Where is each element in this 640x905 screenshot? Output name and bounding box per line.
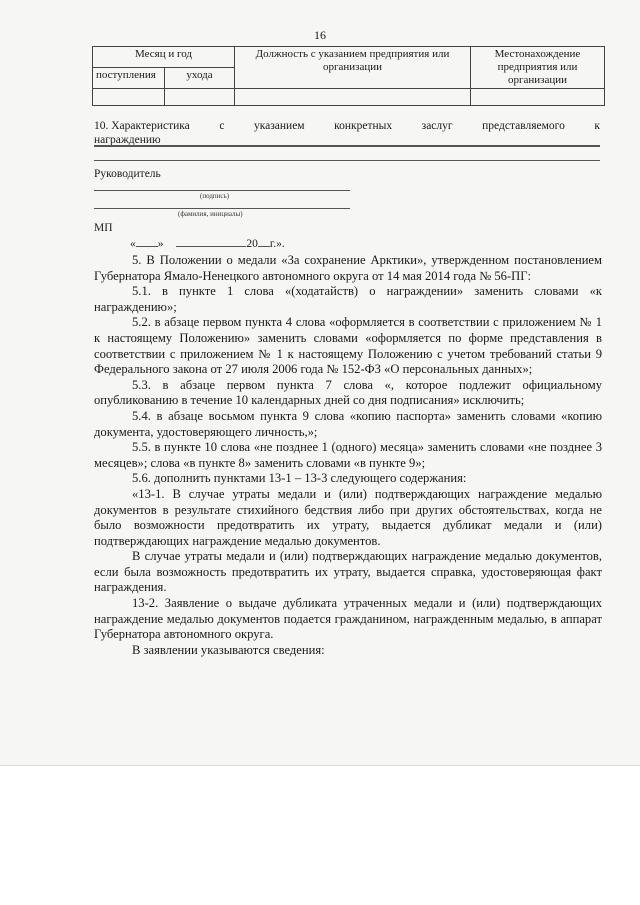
- stamp-label: МП: [94, 222, 113, 234]
- paragraph: 5.1. в пункте 1 слова «(ходатайств) о награждении» заменить словами «к награждению»;: [94, 284, 602, 314]
- paragraph: В случае утраты медали и (или) подтверждающих награждение медалью документов, если была возможность предотвратить их утрату, выдается справка, удостоверяющая факт награждения.: [94, 549, 602, 595]
- table-cell: [93, 89, 165, 106]
- paragraph: 5.3. в абзаце первом пункта 7 слова «, которое подлежит официальному опубликованию в течение 10 календарных дней со дня подписания» исключить;: [94, 377, 602, 408]
- paragraph: 5.6. дополнить пунктами 13-1 – 13-3 следующего содержания:: [132, 471, 467, 486]
- word: представляемого: [482, 120, 565, 132]
- header-location: Местонахождение предприятия или организации: [471, 47, 605, 89]
- paragraph: 5.4. в абзаце восьмом пункта 9 слова «копию паспорта» заменить словами «копию документа, удостоверяющего личность,»;: [94, 408, 602, 439]
- signature-line: [94, 190, 350, 191]
- name-caption: (фамилия, инициалы): [178, 210, 243, 218]
- year-prefix: 20: [246, 238, 258, 250]
- paragraph: 13-2. Заявление о выдаче дубликата утраченных медали и (или) подтверждающих награждение медалью документов подается гражданином, награжденным медалью, в аппарат Губернатора автономного округа.: [94, 596, 602, 642]
- word: указанием: [253, 120, 305, 132]
- paragraph: 5.2. в абзаце первом пункта 4 слова «оформляется в соответствии с приложением № 1 к настоящему Положению» заменить словами «оформляется по форме представления в соответствии с приложением № 1 к настоящему Положению с учетом требований статьи 9 Федерального закона от 27 июля 2006 года № 152-ФЗ «О персональных данных»;: [94, 315, 602, 377]
- day-blank: [136, 236, 158, 247]
- year-suffix: г.».: [269, 238, 285, 250]
- field-10-word-nagrazhdeniyu: награждению: [94, 134, 161, 146]
- field-10-line1: [94, 119, 600, 133]
- head-label: Руководитель: [94, 168, 161, 180]
- quote-close: »: [157, 238, 164, 250]
- paragraph: 5.5. в пункте 10 слова «не позднее 1 (одного) месяца» заменить словами «не позднее 3 месяцев»; слова «в пункте 8» заменить словами «в пункте 9»;: [94, 440, 602, 470]
- signature-caption: (подпись): [200, 192, 230, 200]
- document-body: [94, 253, 602, 658]
- word: заслуг: [421, 120, 453, 132]
- header-month-year: Месяц и год: [93, 47, 235, 68]
- table-cell: [235, 89, 471, 106]
- word: конкретных: [334, 120, 393, 132]
- quote-open: «: [130, 238, 136, 250]
- name-line: [94, 208, 350, 209]
- blank-line: [94, 160, 600, 161]
- paragraph: В заявлении указываются сведения:: [132, 642, 325, 657]
- employment-table: [92, 46, 605, 106]
- paragraph: 5. В Положении о медали «За сохранение Арктики», утвержденном постановлением Губернатора Ямало-Ненецкого автономного округа от 14 мая 2014 года № 56-ПГ:: [94, 253, 602, 283]
- header-exit: ухода: [165, 68, 235, 89]
- date-line: [130, 236, 285, 250]
- page-number: 16: [314, 28, 326, 42]
- word: с: [219, 120, 225, 132]
- paragraph: «13-1. В случае утраты медали и (или) подтверждающих награждение медалью документов в результате стихийного бедствия либо при других обстоятельствах, когда не было возможности предотвратить их утрату, выдается дубликат медали и (или) подтверждающих награждение медалью документов.: [94, 486, 602, 548]
- header-entry: поступления: [93, 68, 165, 89]
- table-cell: [165, 89, 235, 106]
- word: к: [594, 120, 600, 132]
- year-blank: [258, 236, 270, 247]
- header-position: Должность с указанием предприятия или организации: [235, 47, 471, 89]
- word: 10. Характеристика: [94, 120, 190, 132]
- field-10: [94, 119, 600, 147]
- table-cell: [471, 89, 605, 106]
- month-blank: [176, 236, 246, 247]
- blank-line: [94, 145, 600, 146]
